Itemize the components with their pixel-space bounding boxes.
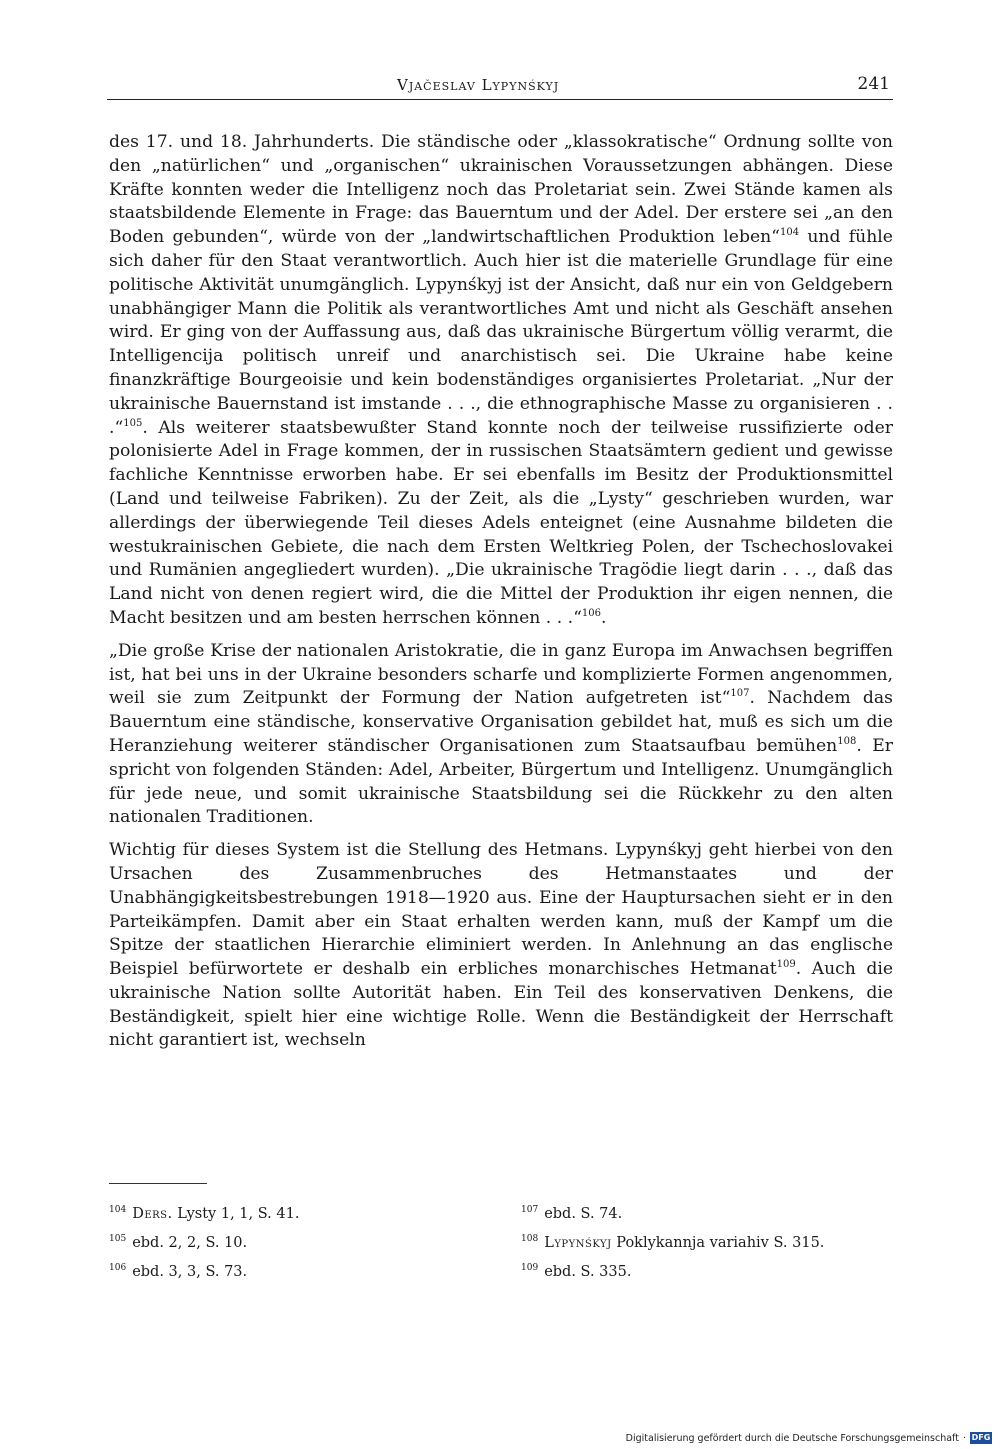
digitization-footer: Digitalisierung gefördert durch die Deutsche Forschungsgemeinschaft · DFG (625, 1432, 991, 1444)
paragraph (109, 839, 893, 1053)
footnote-ref[interactable]: 109 (776, 959, 796, 971)
footnote-number: 104 (109, 1205, 127, 1215)
footnote-number: 106 (109, 1263, 127, 1273)
footnote-author: Lypynśkyj (544, 1235, 612, 1251)
body-text (109, 131, 893, 1053)
paragraph (109, 640, 893, 830)
footnote-ref[interactable]: 106 (581, 607, 601, 619)
footnote-number: 108 (521, 1234, 539, 1244)
header-rule (107, 99, 893, 100)
footnote-number: 109 (521, 1263, 539, 1273)
footnote-text: ebd. 3, 3, S. 73. (132, 1264, 248, 1280)
footnote (109, 1227, 489, 1256)
dfg-logo-icon: DFG (971, 1433, 991, 1442)
footnotes-right-column (521, 1198, 901, 1285)
paragraph-text: „Die große Krise der nationalen Aristokratie, die in ganz Europa im Anwachsen begriffen ist, hat bei uns in der Ukraine besonders scharfe und komplizierte Formen angenommen, weil sie zum Zeitpunkt der Formung der Nation aufgetreten ist“ (109, 640, 893, 709)
footnote-ref[interactable]: 107 (730, 688, 750, 700)
page-number: 241 (857, 74, 890, 94)
paragraph-text: Wichtig für dieses System ist die Stellung des Hetmans. Lypynśkyj geht hierbei von den Ursachen des Zusammenbruches des Hetmanstaates und der Unabhängigkeitsbestrebungen 1918—1920 aus. Eine der Hauptursachen sieht er in den Parteikämpfen. Damit aber ein Staat erhalten werden kann, muß der Kampf um die Spitze der staatlichen Hierarchie eliminiert werden. In Anlehnung an das englische Beispiel befürwortete er deshalb ein erbliches monarchisches Hetmanat (109, 840, 893, 980)
footnote (521, 1256, 901, 1285)
footnote-ref[interactable]: 108 (837, 735, 857, 747)
footnote (109, 1198, 489, 1227)
footnote-text: ebd. 2, 2, S. 10. (132, 1235, 248, 1251)
footnotes-left-column (109, 1198, 489, 1285)
digitization-credit: Digitalisierung gefördert durch die Deutsche Forschungsgemeinschaft (625, 1432, 959, 1444)
footnote (521, 1227, 901, 1256)
footnote (109, 1256, 489, 1285)
footnote-text: Lysty 1, 1, S. 41. (172, 1206, 300, 1222)
paragraph-text: . Nachdem das Bauerntum eine ständische, konservative Organisation gebildet hat, muß es sich um die Heranziehung weiterer ständischer Organisationen zum Staatsaufbau bemühen (109, 688, 893, 756)
paragraph-text: . (601, 607, 607, 628)
paragraph-text: und fühle sich daher für den Staat verantwortlich. Auch hier ist die materielle Grundlage für eine politische Aktivität unumgänglich. Lypynśkyj ist der Ansicht, daß nur ein von Geldgebern unabhängiger Mann die Politik als verantwortliches Amt und nicht als Geschäft ansehen wird. Er ging von der Auffassung aus, daß das ukrainische Bürgertum völlig verarmt, die Intelligencija politisch unreif und anarchistisch sei. Die Ukraine habe keine finanzkräftige Bourgeoisie und kein bodenständiges organisiertes Proletariat. „Nur der ukrainische Bauernstand ist imstande . . ., die ethnographische Masse zu organisieren . . .“ (109, 227, 893, 438)
paragraph-text: . Auch die ukrainische Nation sollte Autorität haben. Ein Teil des konservativen Denkens, die Beständigkeit, spielt hier eine wichtige Rolle. Wenn die Beständigkeit der Herrschaft nicht garantiert ist, wechseln (109, 959, 893, 1051)
running-title: Vjačeslav Lypynśkyj (397, 76, 560, 94)
footnote-author: Ders. (132, 1206, 173, 1222)
footnote-text: Poklykannja variahiv S. 315. (611, 1235, 825, 1251)
paragraph-text: . Er spricht von folgenden Ständen: Adel, Arbeiter, Bürgertum und Intelligenz. Unumgänglich für jede neue, und somit ukrainische Staatsbildung sei die Rückkehr zu den alten nationalen Traditionen. (109, 735, 893, 828)
footnote-text: ebd. S. 74. (544, 1206, 623, 1222)
footnote (521, 1198, 901, 1227)
footnote-number: 105 (109, 1234, 127, 1244)
footnote-rule (109, 1183, 207, 1184)
paragraph-text: des 17. und 18. Jahrhunderts. Die ständische oder „klassokratische“ Ordnung sollte von den „natürlichen“ und „organischen“ ukrainischen Voraussetzungen abhängen. Diese Kräfte konnten weder die Intelligenz noch das Proletariat sein. Zwei Stände kamen als staatsbildende Elemente in Frage: das Bauerntum und der Adel. Der erstere sei „an den Boden gebunden“, würde von der „landwirtschaftlichen Produktion leben“ (109, 132, 893, 248)
paragraph-text: . Als weiterer staatsbewußter Stand konnte noch der teilweise russifizierte oder polonisierte Adel in Frage kommen, der in russischen Staatsämtern gedient und gewisse fachliche Kenntnisse erworben habe. Er sei ebenfalls im Besitz der Produktionsmittel (Land und teilweise Fabriken). Zu der Zeit, als die „Lysty“ geschrieben wurden, war allerdings der überwiegende Teil dieses Adels enteignet (eine Ausnahme bildeten die westukrainischen Gebiete, die nach dem Ersten Weltkrieg Polen, der Tschechoslovakei und Rumänien angegliedert wurden). „Die ukrainische Tragödie liegt darin . . ., daß das Land nicht von denen regiert wird, die die Mittel der Produktion ihr eigen nennen, die Macht besitzen und am besten herrschen können . . .“ (109, 417, 893, 628)
running-header (107, 74, 892, 100)
footnote-number: 107 (521, 1205, 539, 1215)
paragraph (109, 131, 893, 631)
footnote-text: ebd. S. 335. (544, 1264, 632, 1280)
footnote-ref[interactable]: 105 (123, 417, 143, 429)
footnote-ref[interactable]: 104 (779, 227, 800, 239)
